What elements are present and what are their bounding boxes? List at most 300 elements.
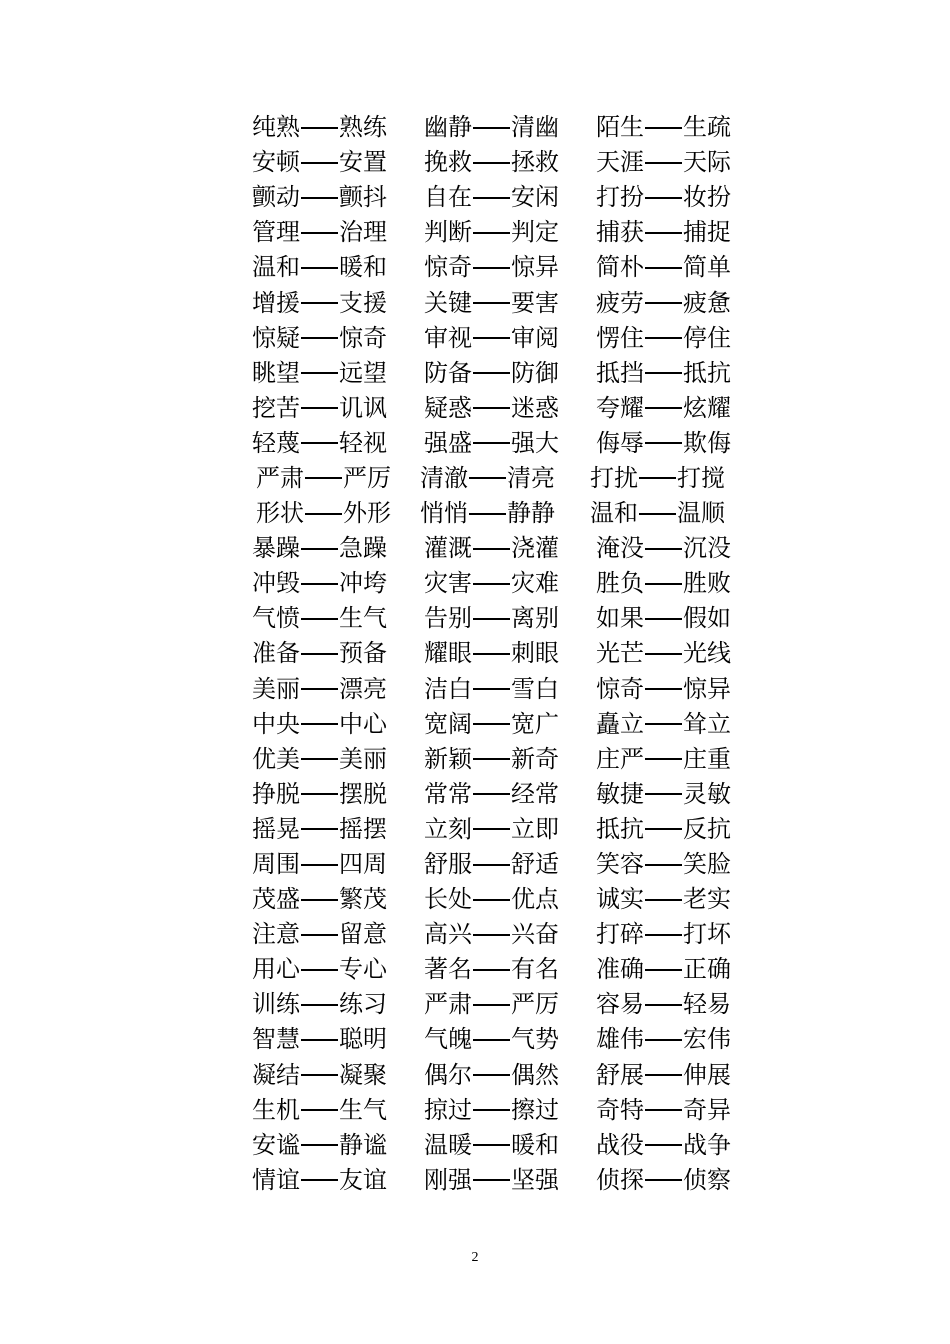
synonym-row	[252, 742, 752, 777]
dash-separator	[305, 477, 342, 479]
dash-separator	[301, 337, 338, 339]
dash-separator	[301, 1074, 338, 1076]
dash-separator	[645, 1074, 682, 1076]
synonym-pair	[424, 321, 596, 356]
synonym-pair	[252, 1128, 424, 1163]
synonym-row	[252, 356, 752, 391]
dash-separator	[645, 899, 682, 901]
synonym-word: 清亮	[507, 463, 555, 492]
synonym-pair	[424, 286, 596, 321]
dash-separator	[473, 1144, 510, 1146]
word: 审视	[424, 323, 472, 352]
synonym-pair	[252, 356, 424, 391]
synonym-row	[252, 321, 752, 356]
word: 温暖	[424, 1130, 472, 1159]
dash-separator	[301, 127, 338, 129]
synonym-pair	[424, 882, 596, 917]
synonym-word: 生疏	[683, 113, 731, 142]
word: 侦探	[596, 1165, 644, 1194]
dash-separator	[301, 723, 338, 725]
synonym-word: 冲垮	[339, 569, 387, 598]
dash-separator	[301, 618, 338, 620]
word: 常常	[424, 779, 472, 808]
synonym-pair	[252, 286, 424, 321]
synonym-word: 擦过	[511, 1095, 559, 1124]
word: 敏捷	[596, 779, 644, 808]
dash-separator	[645, 372, 682, 374]
synonym-pair	[596, 1128, 752, 1163]
synonym-word: 离别	[511, 604, 559, 633]
word: 著名	[424, 955, 472, 984]
synonym-pair	[252, 496, 424, 531]
synonym-pair	[596, 391, 752, 426]
synonym-pair	[596, 1163, 752, 1198]
synonym-pair	[424, 742, 596, 777]
synonym-word: 雪白	[511, 674, 559, 703]
synonym-word: 友谊	[339, 1165, 387, 1194]
synonym-word: 宽广	[511, 709, 559, 738]
word: 颤动	[252, 183, 300, 212]
dash-separator	[469, 477, 506, 479]
dash-separator	[645, 653, 682, 655]
synonym-pair	[252, 952, 424, 987]
synonym-word: 耸立	[683, 709, 731, 738]
synonym-pair	[252, 1022, 424, 1057]
word: 疲劳	[596, 288, 644, 317]
synonym-word: 笑脸	[683, 850, 731, 879]
synonym-pair	[424, 847, 596, 882]
dash-separator	[473, 162, 510, 164]
synonym-word: 刺眼	[511, 639, 559, 668]
synonym-pair	[252, 1093, 424, 1128]
synonym-pair	[596, 601, 752, 636]
synonym-pair	[252, 917, 424, 952]
dash-separator	[301, 1004, 338, 1006]
synonym-word: 美丽	[339, 744, 387, 773]
word: 温和	[590, 499, 638, 528]
synonym-pair	[424, 672, 596, 707]
word: 诚实	[596, 885, 644, 914]
dash-separator	[301, 1179, 338, 1181]
synonym-word: 拯救	[511, 148, 559, 177]
synonym-pair	[596, 145, 752, 180]
synonym-row	[252, 110, 752, 145]
dash-separator	[473, 653, 510, 655]
synonym-word: 严厉	[343, 463, 391, 492]
synonym-word: 假如	[683, 604, 731, 633]
dash-separator	[645, 583, 682, 585]
synonym-pair	[252, 566, 424, 601]
word: 幽静	[424, 113, 472, 142]
synonym-word: 打坏	[683, 920, 731, 949]
word: 灌溉	[424, 534, 472, 563]
word: 准确	[596, 955, 644, 984]
word: 光芒	[596, 639, 644, 668]
dash-separator	[645, 1039, 682, 1041]
word: 防备	[424, 358, 472, 387]
word: 关键	[424, 288, 472, 317]
synonym-pair	[424, 1128, 596, 1163]
word: 注意	[252, 920, 300, 949]
dash-separator	[301, 899, 338, 901]
synonym-pair	[252, 1163, 424, 1198]
synonym-word: 强大	[511, 428, 559, 457]
dash-separator	[473, 1039, 510, 1041]
word: 捕获	[596, 218, 644, 247]
word: 严肃	[424, 990, 472, 1019]
synonym-word: 急躁	[339, 534, 387, 563]
synonym-pair	[424, 1058, 596, 1093]
synonym-pair	[252, 882, 424, 917]
word: 强盛	[424, 428, 472, 457]
word: 管理	[252, 218, 300, 247]
synonym-word: 聪明	[339, 1025, 387, 1054]
synonym-row	[252, 707, 752, 742]
synonym-word: 远望	[339, 358, 387, 387]
word: 悄悄	[420, 499, 468, 528]
dash-separator	[645, 1179, 682, 1181]
word: 庄严	[596, 744, 644, 773]
word: 宽阔	[424, 709, 472, 738]
word: 长处	[424, 885, 472, 914]
dash-separator	[645, 337, 682, 339]
synonym-row	[252, 1128, 752, 1163]
synonym-word: 预备	[339, 639, 387, 668]
dash-separator	[301, 583, 338, 585]
synonym-word: 静谧	[339, 1130, 387, 1159]
synonym-word: 战争	[683, 1130, 731, 1159]
synonym-row	[252, 1058, 752, 1093]
synonym-row	[252, 917, 752, 952]
synonym-word: 严厉	[511, 990, 559, 1019]
dash-separator	[301, 548, 338, 550]
synonym-pair	[596, 215, 752, 250]
synonym-pair	[252, 391, 424, 426]
synonym-word: 颤抖	[339, 183, 387, 212]
synonym-word: 立即	[511, 814, 559, 843]
synonym-pair	[596, 1093, 752, 1128]
dash-separator	[473, 232, 510, 234]
synonym-word: 外形	[343, 499, 391, 528]
synonym-row	[252, 847, 752, 882]
synonym-row	[252, 601, 752, 636]
dash-separator	[301, 302, 338, 304]
word: 抵抗	[596, 814, 644, 843]
word: 偶尔	[424, 1060, 472, 1089]
synonym-pair	[424, 356, 596, 391]
synonym-word: 摆脱	[339, 779, 387, 808]
word: 增援	[252, 288, 300, 317]
synonym-row	[252, 882, 752, 917]
synonym-word: 奇异	[683, 1095, 731, 1124]
word: 洁白	[424, 674, 472, 703]
word: 奇特	[596, 1095, 644, 1124]
synonym-word: 经常	[511, 779, 559, 808]
synonym-pair	[424, 250, 596, 285]
synonym-word: 伸展	[683, 1060, 731, 1089]
dash-separator	[473, 267, 510, 269]
dash-separator	[645, 1004, 682, 1006]
synonym-word: 胜败	[683, 569, 731, 598]
synonym-pair	[596, 356, 752, 391]
word: 容易	[596, 990, 644, 1019]
synonym-word: 防御	[511, 358, 559, 387]
word: 胜负	[596, 569, 644, 598]
synonym-word: 审阅	[511, 323, 559, 352]
word: 立刻	[424, 814, 472, 843]
synonym-word: 轻易	[683, 990, 731, 1019]
dash-separator	[473, 583, 510, 585]
synonym-word: 舒适	[511, 850, 559, 879]
dash-separator	[645, 864, 682, 866]
synonym-word: 摇摆	[339, 814, 387, 843]
synonym-word: 四周	[339, 850, 387, 879]
word: 惊奇	[424, 253, 472, 282]
synonym-word: 凝聚	[339, 1060, 387, 1089]
synonym-row	[252, 531, 752, 566]
word: 纯熟	[252, 113, 300, 142]
dash-separator	[301, 442, 338, 444]
synonym-pair	[424, 110, 596, 145]
synonym-pair	[252, 321, 424, 356]
synonym-row	[252, 636, 752, 671]
word: 天涯	[596, 148, 644, 177]
synonym-row	[252, 812, 752, 847]
dash-separator	[645, 302, 682, 304]
dash-separator	[473, 618, 510, 620]
synonym-word: 迷惑	[511, 393, 559, 422]
word: 温和	[252, 253, 300, 282]
dash-separator	[301, 372, 338, 374]
word: 灾害	[424, 569, 472, 598]
synonym-word: 灾难	[511, 569, 559, 598]
page-number: 2	[471, 1250, 479, 1265]
word: 美丽	[252, 674, 300, 703]
synonym-pair	[420, 461, 596, 496]
synonym-pair	[424, 601, 596, 636]
synonym-word: 老实	[683, 885, 731, 914]
word: 安顿	[252, 148, 300, 177]
synonym-pair	[590, 461, 746, 496]
synonym-word: 惊奇	[339, 323, 387, 352]
synonym-word: 留意	[339, 920, 387, 949]
synonym-word: 安置	[339, 148, 387, 177]
synonym-word: 优点	[511, 885, 559, 914]
synonym-word: 繁茂	[339, 885, 387, 914]
synonym-pair	[252, 777, 424, 812]
word: 判断	[424, 218, 472, 247]
synonym-list	[252, 110, 752, 1198]
dash-separator	[645, 1109, 682, 1111]
synonym-pair	[596, 917, 752, 952]
synonym-pair	[252, 250, 424, 285]
synonym-word: 治理	[339, 218, 387, 247]
dash-separator	[301, 688, 338, 690]
synonym-word: 轻视	[339, 428, 387, 457]
synonym-word: 讥讽	[339, 393, 387, 422]
synonym-word: 欺侮	[683, 428, 731, 457]
synonym-row	[252, 426, 752, 461]
dash-separator	[301, 407, 338, 409]
synonym-pair	[596, 1058, 752, 1093]
synonym-word: 惊异	[511, 253, 559, 282]
word: 打扮	[596, 183, 644, 212]
dash-separator	[301, 758, 338, 760]
synonym-pair	[252, 531, 424, 566]
synonym-row	[252, 566, 752, 601]
synonym-row	[252, 987, 752, 1022]
word: 抵挡	[596, 358, 644, 387]
word: 气愤	[252, 604, 300, 633]
word: 掠过	[424, 1095, 472, 1124]
word: 凝结	[252, 1060, 300, 1089]
word: 摇晃	[252, 814, 300, 843]
synonym-word: 疲惫	[683, 288, 731, 317]
dash-separator	[639, 477, 676, 479]
synonym-word: 侦察	[683, 1165, 731, 1194]
word: 挖苦	[252, 393, 300, 422]
synonym-pair	[252, 601, 424, 636]
word: 告别	[424, 604, 472, 633]
dash-separator	[301, 864, 338, 866]
dash-separator	[645, 828, 682, 830]
synonym-pair	[424, 636, 596, 671]
dash-separator	[473, 442, 510, 444]
dash-separator	[645, 618, 682, 620]
synonym-word: 妆扮	[683, 183, 731, 212]
dash-separator	[473, 302, 510, 304]
dash-separator	[645, 758, 682, 760]
synonym-pair	[252, 1058, 424, 1093]
dash-separator	[473, 828, 510, 830]
synonym-row	[252, 1093, 752, 1128]
dash-separator	[645, 442, 682, 444]
synonym-pair	[424, 180, 596, 215]
synonym-word: 正确	[683, 955, 731, 984]
dash-separator	[645, 267, 682, 269]
dash-separator	[473, 1004, 510, 1006]
word: 打碎	[596, 920, 644, 949]
synonym-pair	[424, 707, 596, 742]
synonym-pair	[424, 426, 596, 461]
word: 情谊	[252, 1165, 300, 1194]
dash-separator	[305, 513, 342, 515]
dash-separator	[639, 513, 676, 515]
dash-separator	[473, 969, 510, 971]
synonym-word: 暖和	[511, 1130, 559, 1159]
synonym-row	[252, 1022, 752, 1057]
word: 智慧	[252, 1025, 300, 1054]
dash-separator	[473, 1109, 510, 1111]
synonym-word: 清幽	[511, 113, 559, 142]
synonym-row	[252, 250, 752, 285]
dash-separator	[473, 899, 510, 901]
dash-separator	[473, 1179, 510, 1181]
word: 疑惑	[424, 393, 472, 422]
synonym-row	[252, 496, 752, 531]
synonym-pair	[424, 777, 596, 812]
dash-separator	[301, 653, 338, 655]
synonym-pair	[252, 461, 424, 496]
word: 眺望	[252, 358, 300, 387]
dash-separator	[473, 1074, 510, 1076]
synonym-pair	[596, 952, 752, 987]
word: 生机	[252, 1095, 300, 1124]
dash-separator	[645, 407, 682, 409]
word: 用心	[252, 955, 300, 984]
synonym-word: 生气	[339, 604, 387, 633]
synonym-word: 中心	[339, 709, 387, 738]
synonym-pair	[596, 672, 752, 707]
synonym-word: 兴奋	[511, 920, 559, 949]
synonym-pair	[596, 250, 752, 285]
synonym-word: 温顺	[677, 499, 725, 528]
synonym-pair	[252, 672, 424, 707]
synonym-pair	[596, 812, 752, 847]
word: 矗立	[596, 709, 644, 738]
word: 雄伟	[596, 1025, 644, 1054]
synonym-pair	[590, 496, 746, 531]
synonym-row	[252, 672, 752, 707]
dash-separator	[473, 793, 510, 795]
word: 愣住	[596, 323, 644, 352]
word: 舒服	[424, 850, 472, 879]
synonym-pair	[252, 742, 424, 777]
word: 高兴	[424, 920, 472, 949]
synonym-word: 暖和	[339, 253, 387, 282]
word: 轻蔑	[252, 428, 300, 457]
synonym-pair	[596, 180, 752, 215]
synonym-word: 判定	[511, 218, 559, 247]
word: 战役	[596, 1130, 644, 1159]
dash-separator	[301, 1039, 338, 1041]
synonym-word: 简单	[683, 253, 731, 282]
synonym-word: 专心	[339, 955, 387, 984]
synonym-word: 安闲	[511, 183, 559, 212]
synonym-row	[252, 145, 752, 180]
synonym-pair	[596, 987, 752, 1022]
dash-separator	[469, 513, 506, 515]
synonym-word: 宏伟	[683, 1025, 731, 1054]
synonym-word: 打搅	[677, 463, 725, 492]
word: 准备	[252, 639, 300, 668]
synonym-pair	[596, 426, 752, 461]
dash-separator	[473, 337, 510, 339]
synonym-word: 生气	[339, 1095, 387, 1124]
synonym-word: 有名	[511, 955, 559, 984]
synonym-row	[252, 215, 752, 250]
dash-separator	[301, 793, 338, 795]
dash-separator	[645, 162, 682, 164]
synonym-row	[252, 777, 752, 812]
synonym-pair	[424, 987, 596, 1022]
word: 挽救	[424, 148, 472, 177]
dash-separator	[645, 548, 682, 550]
synonym-pair	[252, 812, 424, 847]
word: 舒展	[596, 1060, 644, 1089]
word: 安谧	[252, 1130, 300, 1159]
word: 中央	[252, 709, 300, 738]
dash-separator	[473, 723, 510, 725]
dash-separator	[301, 162, 338, 164]
word: 陌生	[596, 113, 644, 142]
synonym-pair	[252, 110, 424, 145]
word: 形状	[256, 499, 304, 528]
word: 侮辱	[596, 428, 644, 457]
dash-separator	[645, 934, 682, 936]
synonym-row	[252, 391, 752, 426]
dash-separator	[473, 197, 510, 199]
